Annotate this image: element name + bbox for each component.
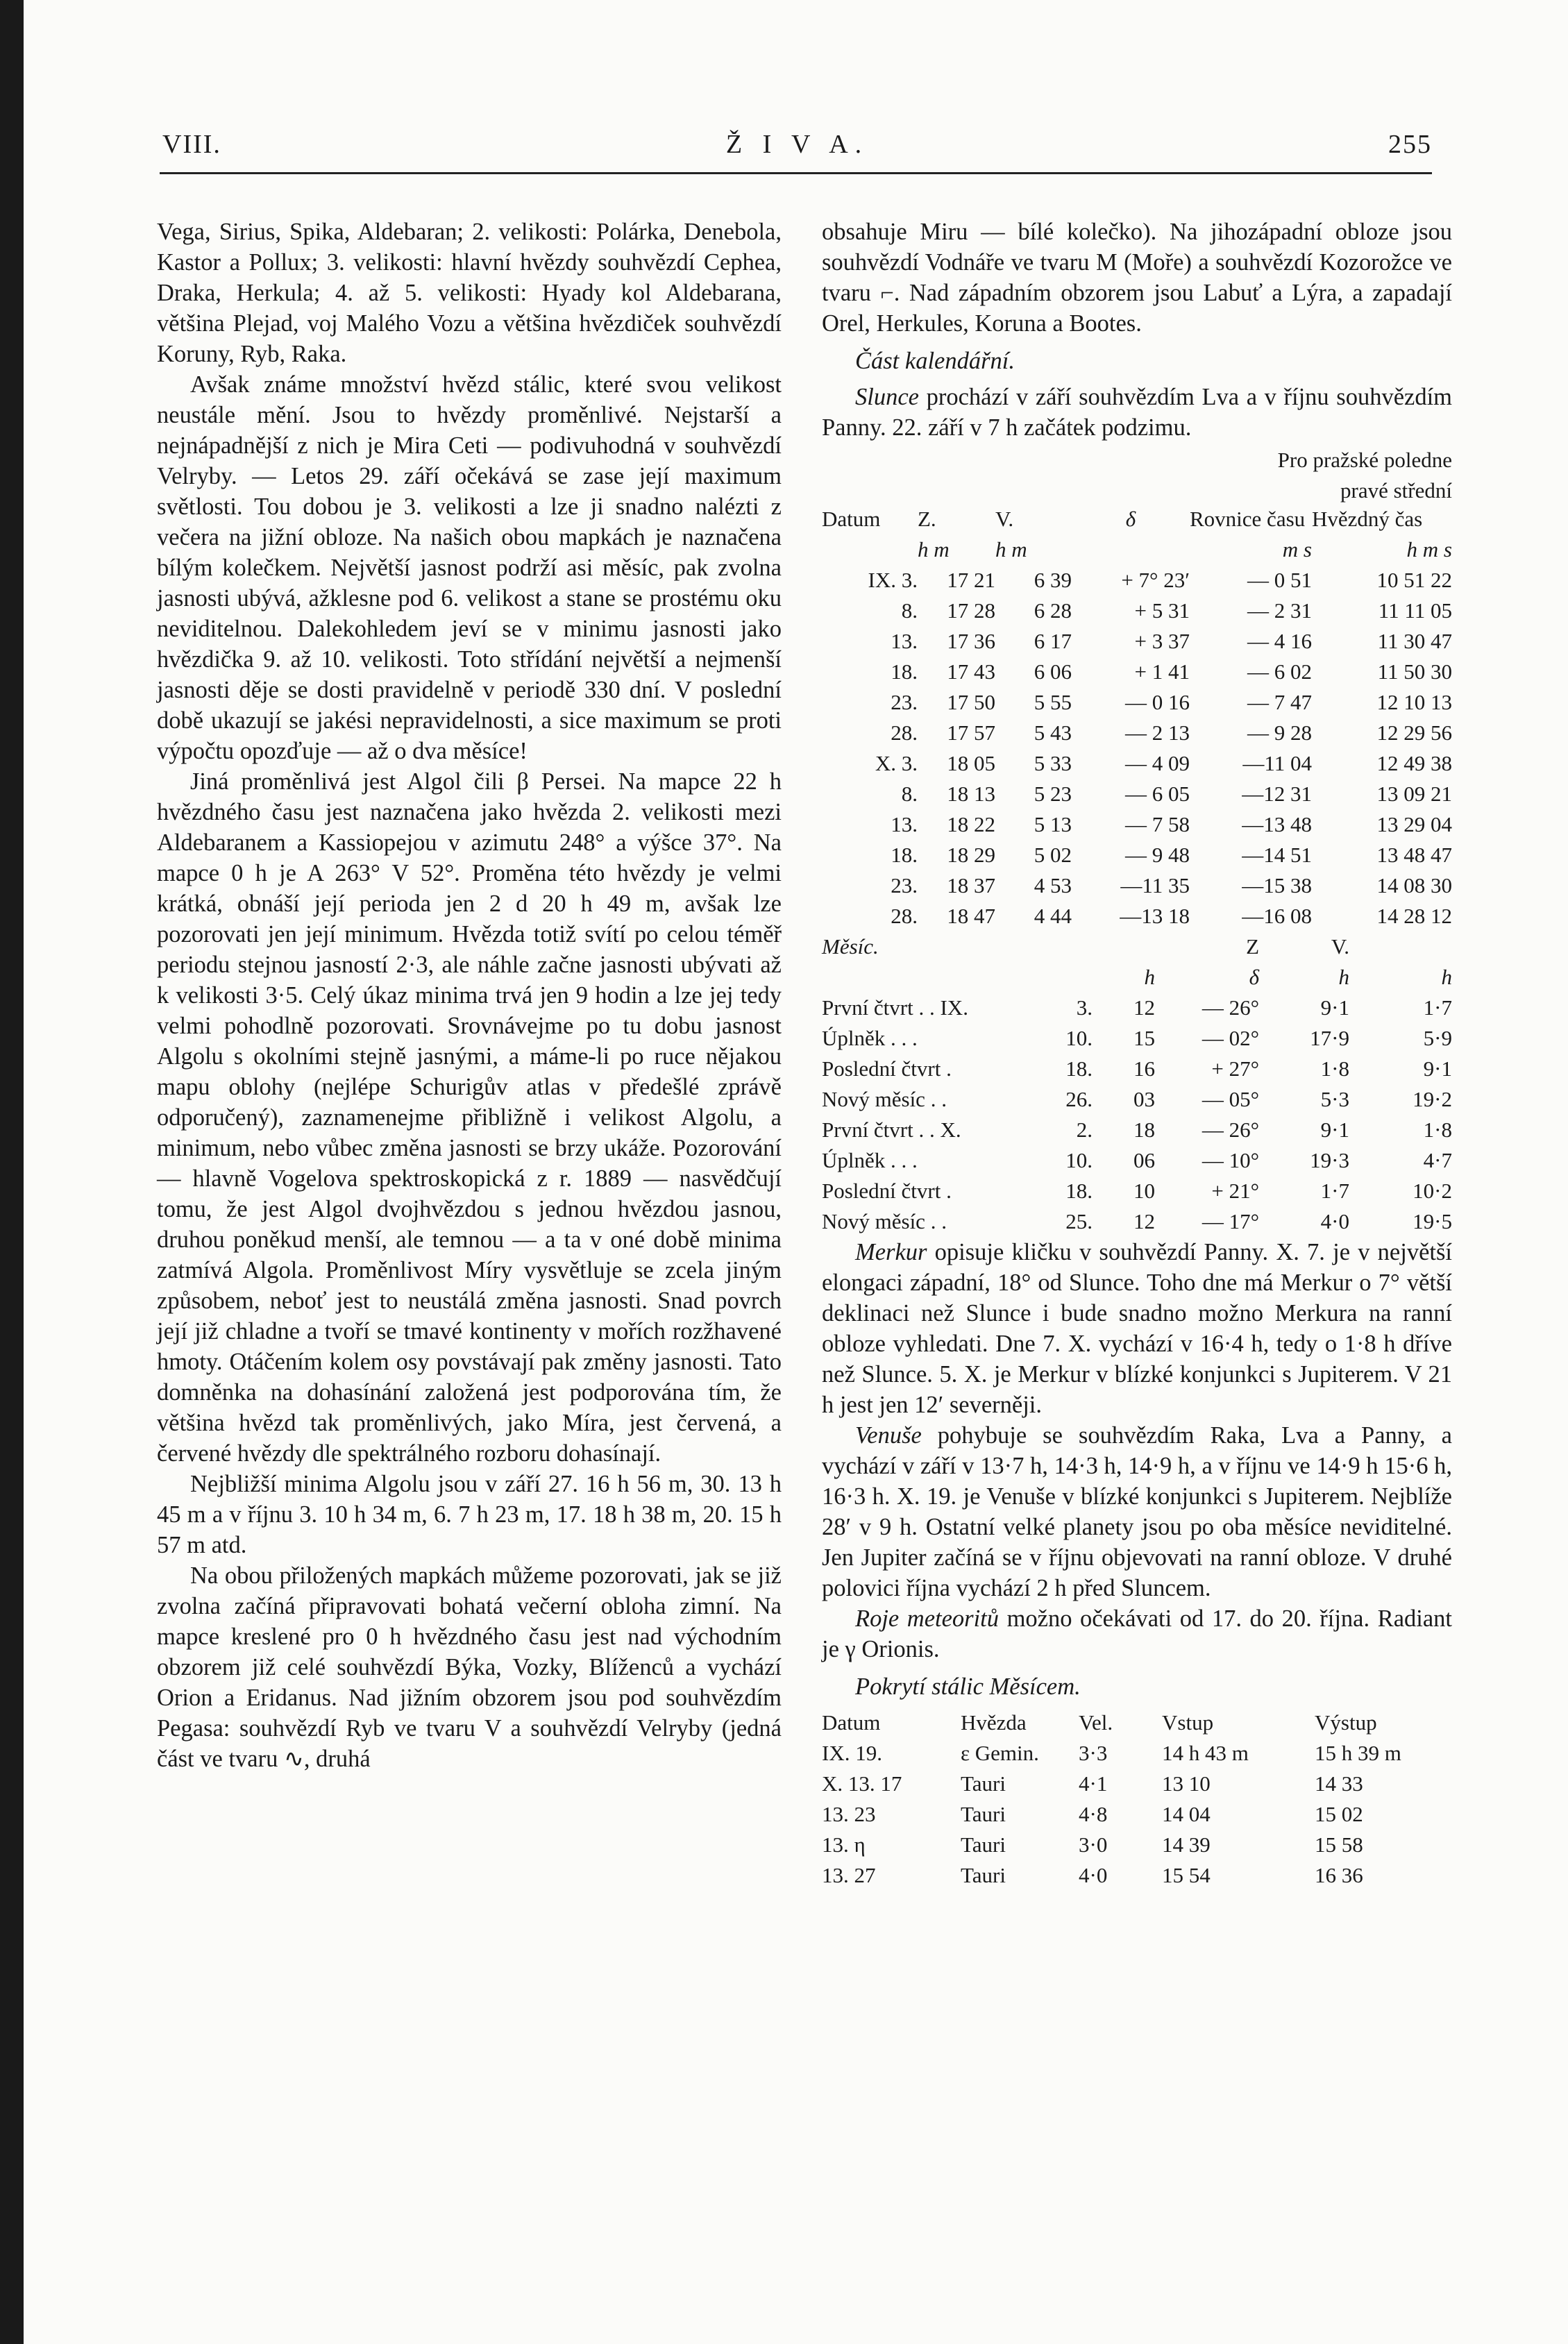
meteors-label: Roje meteoritů: [855, 1605, 1000, 1632]
header-rule: [160, 172, 1432, 174]
meteors-text: možno očekávati od 17. do 20. října. Radiant je γ Orionis.: [822, 1605, 1452, 1662]
table-cell: — 05°: [1202, 1087, 1259, 1111]
occultation-table-body: [822, 1738, 1452, 1891]
table-cell: Tauri: [961, 1863, 1006, 1887]
table-cell: Úplněk . . .: [822, 1148, 918, 1172]
paragraph-bright-stars: Vega, Sirius, Spika, Aldebaran; 2. velikosti: Polárka, Denebola, Kastor a Pollux; 3. velikosti: hlavní hvězdy souhvězdí Cephea, Draka, Herkula; 4. až 5. velikosti: Hyady kol Aldebarana, většina Plejad, voj Malého Vozu a většina hvězdiček souhvězdí Koruny, Ryb, Raka.: [157, 219, 782, 367]
table-cell: Poslední čtvrt .: [822, 1179, 952, 1203]
table-cell: 12 10 13: [1376, 690, 1452, 714]
sun-table: [822, 504, 1452, 931]
table-cell: 4·8: [1079, 1802, 1108, 1826]
table-cell: 15 h 39 m: [1315, 1741, 1401, 1765]
table-cell: 12 29 56: [1376, 720, 1452, 745]
table-cell: — 02°: [1202, 1026, 1259, 1050]
table-cell: Tauri: [961, 1832, 1006, 1857]
sun-table-note-2: pravé střední: [1340, 478, 1452, 503]
table-cell: 28.: [891, 720, 918, 745]
table-header: V.: [995, 507, 1014, 531]
table-cell: 03: [1133, 1087, 1155, 1111]
paragraph-venuse: [822, 1420, 1452, 1603]
table-row: [822, 901, 1452, 931]
table-cell: 6 06: [1034, 659, 1072, 684]
table-cell: 6 17: [1034, 629, 1072, 653]
table-cell: 4·7: [1423, 1148, 1452, 1172]
venuse-text: pohybuje se souhvězdím Raka, Lva a Panny, a vychází v září v 13·7 h, 14·3 h, 14·9 h, a v říjnu ve 14·9 h 15·6 h, 16·3 h. X. 19. je Venuše v blízké konjunkci s Jupiterem. Nejblíže 28′ v 9 h. Ostatní velké planety jsou po oba měsíce neviditelné. Jen Jupiter začíná se v říjnu objevovati na ranní obloze. V druhé polovici října vychází 2 h před Sluncem.: [822, 1422, 1452, 1601]
table-cell: 18.: [891, 843, 918, 867]
table-cell: 10: [1133, 1179, 1155, 1203]
paragraph-continuation: obsahuje Miru — bílé kolečko). Na jihozápadní obloze jsou souhvězdí Vodnáře ve tvaru M (Moře) a souhvězdí Kozorožce ve tvaru ⌐. Nad západním obzorem jsou Labuť a Lýra, a zapadají Orel, Herkules, Koruna a Bootes.: [822, 219, 1452, 337]
calendar-heading: Část kalendářní.: [855, 348, 1015, 374]
table-cell: Tauri: [961, 1771, 1006, 1796]
table-cell: 5 13: [1034, 812, 1072, 836]
table-cell: 18 22: [947, 812, 995, 836]
table-cell: —13 48: [1242, 812, 1312, 836]
table-cell: 4·1: [1079, 1771, 1108, 1796]
table-cell: — 4 16: [1247, 629, 1312, 653]
table-row: [822, 779, 1452, 809]
table-cell: 13 10: [1162, 1771, 1211, 1796]
table-cell: 17 43: [947, 659, 995, 684]
volume-number: VIII.: [162, 130, 221, 159]
table-cell: 1·7: [1423, 995, 1452, 1020]
table-row: [822, 870, 1452, 901]
table-cell: 16: [1133, 1056, 1155, 1081]
table-cell: — 0 51: [1247, 568, 1312, 592]
table-cell: 14 39: [1162, 1832, 1211, 1857]
table-cell: —14 51: [1242, 843, 1312, 867]
venuse-label: Venuše: [855, 1422, 922, 1449]
table-row: [822, 1860, 1452, 1891]
table-cell: 14 04: [1162, 1802, 1211, 1826]
journal-title: Ž I V A.: [725, 130, 869, 159]
table-cell: 18.: [1065, 1056, 1093, 1081]
table-unit: [1072, 534, 1190, 565]
left-column: [157, 217, 782, 1774]
table-cell: 18 47: [947, 904, 995, 928]
moon-table: [822, 931, 1452, 1237]
table-cell: 18.: [1065, 1179, 1093, 1203]
table-cell: 18 13: [947, 782, 995, 806]
table-cell: 28.: [891, 904, 918, 928]
sun-label: Slunce: [855, 384, 919, 410]
table-cell: 18 29: [947, 843, 995, 867]
table-cell: 14 08 30: [1376, 873, 1452, 897]
sun-table-units: [822, 534, 1452, 565]
table-cell: 9·1: [1320, 995, 1349, 1020]
table-row: [822, 1054, 1452, 1084]
table-cell: 6 39: [1034, 568, 1072, 592]
table-cell: —11 04: [1242, 751, 1312, 775]
table-header: Hvězda: [961, 1710, 1027, 1735]
table-cell: 5 02: [1034, 843, 1072, 867]
table-row: [822, 993, 1452, 1023]
table-cell: 13 29 04: [1376, 812, 1452, 836]
table-cell: —16 08: [1242, 904, 1312, 928]
table-unit: h: [1338, 965, 1349, 989]
table-cell: — 6 02: [1247, 659, 1312, 684]
table-cell: IX. 19.: [822, 1741, 882, 1765]
table-row: [822, 626, 1452, 657]
paragraph-algol-minima: Nejbližší minima Algolu jsou v září 27. 16 h 56 m, 30. 13 h 45 m a v říjnu 3. 10 h 34 m, 6. 7 h 23 m, 17. 18 h 38 m, 20. 15 h 57 m atd.: [157, 1471, 782, 1558]
table-cell: 10·2: [1413, 1179, 1452, 1203]
table-cell: X. 3.: [875, 751, 918, 775]
table-cell: — 26°: [1202, 1118, 1259, 1142]
table-cell: 23.: [891, 690, 918, 714]
table-cell: 11 50 30: [1377, 659, 1452, 684]
table-cell: 15 58: [1315, 1832, 1363, 1857]
table-row: [822, 1023, 1452, 1054]
table-cell: Nový měsíc . .: [822, 1209, 947, 1233]
table-cell: — 10°: [1202, 1148, 1259, 1172]
table-cell: 13. 23: [822, 1802, 876, 1826]
table-row: [822, 1738, 1452, 1769]
table-row: [822, 1799, 1452, 1830]
table-cell: + 27°: [1211, 1056, 1259, 1081]
table-cell: 14 28 12: [1376, 904, 1452, 928]
table-cell: — 26°: [1202, 995, 1259, 1020]
occultation-table-block: [822, 1708, 1452, 1891]
table-cell: 5·3: [1320, 1087, 1349, 1111]
sun-table-body: [822, 565, 1452, 931]
table-cell: — 17°: [1202, 1209, 1259, 1233]
table-cell: 4·0: [1320, 1209, 1349, 1233]
table-cell: Úplněk . . .: [822, 1026, 918, 1050]
table-cell: 11 11 05: [1378, 598, 1452, 623]
table-cell: 3·0: [1079, 1832, 1108, 1857]
table-cell: IX. 3.: [868, 568, 918, 592]
table-row: [822, 840, 1452, 870]
table-cell: Tauri: [961, 1802, 1006, 1826]
paragraph-maps: Na obou přiložených mapkách můžeme pozorovati, jak se již zvolna začíná připravovati bohatá večerní obloha zimní. Na mapce kreslené pro 0 h hvězdného času jest nad východním obzorem již celé souhvězdí Býka, Vozky, Blíženců a vychází Orion a Eridanus. Nad jižním obzorem jsou pod souhvězdím Pegasa: souhvězdí Ryb ve tvaru V a souhvězdí Velryby (jedná část ve tvaru ∿, druhá: [157, 1562, 782, 1772]
table-cell: 12 49 38: [1376, 751, 1452, 775]
table-cell: 13 48 47: [1376, 843, 1452, 867]
table-header: Vstup: [1162, 1710, 1214, 1735]
table-header: δ: [1125, 507, 1136, 531]
table-header: Hvězdný čas: [1312, 507, 1423, 531]
table-cell: 13. 27: [822, 1863, 876, 1887]
table-cell: 17 57: [947, 720, 995, 745]
table-cell: 17 36: [947, 629, 995, 653]
table-cell: 12: [1133, 1209, 1155, 1233]
sun-table-header: [822, 504, 1452, 534]
table-cell: 17 21: [947, 568, 995, 592]
table-cell: 8.: [901, 598, 918, 623]
table-header: V.: [1331, 934, 1349, 959]
table-cell: Nový měsíc . .: [822, 1087, 947, 1111]
table-cell: 23.: [891, 873, 918, 897]
table-cell: 4·0: [1079, 1863, 1108, 1887]
table-cell: První čtvrt . . X.: [822, 1118, 961, 1142]
table-row: [822, 1145, 1452, 1176]
table-row: [822, 718, 1452, 748]
table-cell: —11 35: [1120, 873, 1190, 897]
table-cell: 18 37: [947, 873, 995, 897]
table-cell: + 21°: [1211, 1179, 1259, 1203]
table-cell: 8.: [901, 782, 918, 806]
table-cell: + 7° 23′: [1121, 568, 1190, 592]
table-row: [822, 1769, 1452, 1799]
table-row: [822, 596, 1452, 626]
table-cell: Poslední čtvrt .: [822, 1056, 952, 1081]
table-cell: — 2 13: [1125, 720, 1190, 745]
table-header: Rovnice času: [1190, 507, 1306, 531]
table-row: [822, 657, 1452, 687]
table-row: [822, 1206, 1452, 1237]
table-unit: [822, 534, 918, 565]
table-cell: X. 13. 17: [822, 1771, 902, 1796]
running-head: [162, 129, 1432, 165]
table-cell: 18.: [891, 659, 918, 684]
table-cell: 19·3: [1310, 1148, 1349, 1172]
table-cell: První čtvrt . . IX.: [822, 995, 968, 1020]
table-cell: 14 33: [1315, 1771, 1363, 1796]
table-cell: 5 33: [1034, 751, 1072, 775]
moon-table-block: [822, 931, 1452, 1237]
table-cell: 5·9: [1423, 1026, 1452, 1050]
table-unit: h: [1441, 965, 1452, 989]
table-cell: + 1 41: [1134, 659, 1190, 684]
table-cell: 1·8: [1320, 1056, 1349, 1081]
table-cell: + 5 31: [1134, 598, 1190, 623]
table-unit: δ: [1249, 965, 1259, 989]
table-cell: — 6 05: [1125, 782, 1190, 806]
right-column: [822, 217, 1452, 1891]
table-cell: — 2 31: [1247, 598, 1312, 623]
table-cell: 17 28: [947, 598, 995, 623]
moon-heading: Měsíc.: [822, 934, 879, 959]
table-cell: 5 55: [1034, 690, 1072, 714]
table-cell: 16 36: [1315, 1863, 1363, 1887]
table-cell: 10.: [1065, 1148, 1093, 1172]
table-cell: 26.: [1065, 1087, 1093, 1111]
table-cell: 06: [1133, 1148, 1155, 1172]
paragraph-variable-stars: Avšak známe množství hvězd stálic, které svou velikost neustále mění. Jsou to hvězdy proměnlivé. Nejstarší a nejnápadnější z nich je Mira Ceti — podivuhodná v souhvězdí Velryby. — Letos 29. září očekává se zase její maximum světlosti. Tou dobou je 3. velikosti a lze ji snadno nalézti z večera na jižní obloze. Na našich obou mapkách je naznačena bílým kolečkem. Největší jasnost podrží asi měsíc, pak zvolna jasnosti ubývá, ažklesne pod 6. velikost a stane se prostému oku neviditelnou. Dalekohledem jeví se v minimu jasnosti jako hvězdička 9. až 10. velikosti. Toto střídání největší a nejmenší jasnosti děje se dosti pravidelně v periodě 330 dní. V poslední době ukazují se jakési nepravidelnosti, a sice maximum se proti výpočtu opozďuje — až o dva měsíce!: [157, 371, 782, 764]
occultation-table-header: [822, 1708, 1452, 1738]
table-row: [822, 565, 1452, 596]
table-row: [822, 1830, 1452, 1860]
table-cell: 13.: [891, 812, 918, 836]
table-cell: 19·2: [1413, 1087, 1452, 1111]
table-header: Z.: [918, 507, 936, 531]
table-cell: 3.: [1076, 995, 1093, 1020]
table-cell: 9·1: [1423, 1056, 1452, 1081]
table-unit: h m: [995, 537, 1027, 562]
table-cell: 18: [1133, 1118, 1155, 1142]
table-cell: —15 38: [1242, 873, 1312, 897]
paragraph-algol: Jiná proměnlivá jest Algol čili β Persei. Na mapce 22 h hvězdného času jest naznačena jako hvězda 2. velikosti mezi Aldebaranem a Kassiopejou v azimutu 248° a výšce 37°. Na mapce 0 h je A 263° V 52°. Proměna této hvězdy je velmi krátká, obnáší její perioda jen 2 d 20 h 49 m, avšak lze pozorovati jen její minimum. Hvězda totiž svítí po celou téměř periodu stejnou jasností 2·3, ale náhle začne jasnosti ubývati až k velikosti 3·5. Celý úkaz minima trvá jen 9 hodin a lze jej tedy velmi pohodlně pozorovati. Srovnávejme po tu dobu jasnost Algolu s okolními stejně jasnými, a máme-li po ruce nějakou mapu oblohy (nejlépe Schurigův atlas v předešlé zprávě odporučený), zaznamenejme přibližně i velikost Algolu, a minimum, nebo vůbec změna jasnosti se brzy ukáže. Pozorování — hlavně Vogelova spektroskopická z r. 1889 — nasvědčují tomu, že jest Algol dvojhvězdou s jednou hvězdou jasnou, druhou poněkud menší, ale temnou — a ta v oné době minima zatmívá Algola. Proměnlivost Míry vysvětluje se zcela jiným způsobem, neboť jest to neustálá změna jasnosti. Snad povrch její již chladne a tvoří se tmavé kontinenty v mořích rozžhavené hmoty. Otáčením kolem osy povstávají pak změny jasnosti. Tato domněnka na dohasínání založená jest podporována tím, že většina hvězd tak proměnlivých, jako Míra, jest červená, a červené hvězdy dle spektrálného rozboru dohasínají.: [157, 768, 782, 1467]
table-cell: 15 54: [1162, 1863, 1211, 1887]
sun-table-block: [822, 447, 1452, 931]
table-cell: 14 h 43 m: [1162, 1741, 1249, 1765]
occultation-heading: Pokrytí stálic Měsícem.: [855, 1673, 1081, 1700]
sun-text: prochází v září souhvězdím Lva a v říjnu souhvězdím Panny. 22. září v 7 h začátek podzimu.: [822, 384, 1452, 441]
table-cell: 13. η: [822, 1832, 866, 1857]
table-cell: 15 02: [1315, 1802, 1363, 1826]
moon-table-header: [822, 931, 1452, 962]
table-unit: m s: [1282, 537, 1312, 562]
table-row: [822, 1115, 1452, 1145]
paragraph-merkur: [822, 1237, 1452, 1420]
table-row: [822, 1084, 1452, 1115]
moon-table-units: [822, 962, 1452, 993]
moon-table-body: [822, 993, 1452, 1237]
table-cell: 4 44: [1034, 904, 1072, 928]
sun-table-note-1: Pro pražské poledne: [1277, 448, 1452, 472]
table-cell: 25.: [1065, 1209, 1093, 1233]
table-cell: 18 05: [947, 751, 995, 775]
table-row: [822, 748, 1452, 779]
page-number: 255: [1388, 130, 1432, 159]
table-cell: — 9 48: [1125, 843, 1190, 867]
table-cell: 10 51 22: [1376, 568, 1452, 592]
table-cell: 11 30 47: [1377, 629, 1452, 653]
table-cell: 9·1: [1320, 1118, 1349, 1142]
table-unit: h m: [918, 537, 950, 562]
table-cell: — 7 47: [1247, 690, 1312, 714]
table-cell: 1·7: [1320, 1179, 1349, 1203]
table-cell: 19·5: [1413, 1209, 1452, 1233]
merkur-text: opisuje kličku v souhvězdí Panny. X. 7. je v největší elongaci západní, 18° od Slunce. Toho dne má Merkur o 7° větší deklinaci než Slunce i bude snadno možno Merkura na ranní obloze vyhledati. Dne 7. X. vychází v 16·4 h, tedy o 1·8 h dříve než Slunce. 5. X. je Merkur v blízké konjunkci s Jupiterem. V 21 h jest jen 12′ severněji.: [822, 1239, 1452, 1418]
table-unit: h: [1144, 965, 1155, 989]
table-cell: 5 23: [1034, 782, 1072, 806]
table-cell: 12: [1133, 995, 1155, 1020]
table-cell: 6 28: [1034, 598, 1072, 623]
merkur-label: Merkur: [855, 1239, 927, 1265]
table-header: Vel.: [1079, 1710, 1113, 1735]
table-cell: 17 50: [947, 690, 995, 714]
table-cell: — 4 09: [1125, 751, 1190, 775]
table-cell: 13 09 21: [1376, 782, 1452, 806]
table-cell: — 9 28: [1247, 720, 1312, 745]
table-cell: 1·8: [1423, 1118, 1452, 1142]
table-cell: — 7 58: [1125, 812, 1190, 836]
table-cell: 2.: [1076, 1118, 1093, 1142]
table-cell: —13 18: [1120, 904, 1190, 928]
paragraph-sun: [822, 382, 1452, 443]
table-cell: 5 43: [1034, 720, 1072, 745]
occultation-table: [822, 1708, 1452, 1891]
table-row: [822, 1176, 1452, 1206]
table-cell: 10.: [1065, 1026, 1093, 1050]
table-row: [822, 809, 1452, 840]
table-header: Z: [1246, 934, 1259, 959]
paragraph-meteors: [822, 1603, 1452, 1664]
table-cell: 17·9: [1310, 1026, 1349, 1050]
table-cell: 13.: [891, 629, 918, 653]
table-cell: ε Gemin.: [961, 1741, 1039, 1765]
table-cell: — 0 16: [1125, 690, 1190, 714]
table-cell: 15: [1133, 1026, 1155, 1050]
table-row: [822, 687, 1452, 718]
table-header: Datum: [822, 1710, 881, 1735]
table-cell: 3·3: [1079, 1741, 1108, 1765]
table-cell: 4 53: [1034, 873, 1072, 897]
table-header: Datum: [822, 507, 881, 531]
table-unit: h m s: [1406, 537, 1452, 562]
table-header: Výstup: [1315, 1710, 1377, 1735]
table-cell: + 3 37: [1134, 629, 1190, 653]
table-cell: —12 31: [1242, 782, 1312, 806]
